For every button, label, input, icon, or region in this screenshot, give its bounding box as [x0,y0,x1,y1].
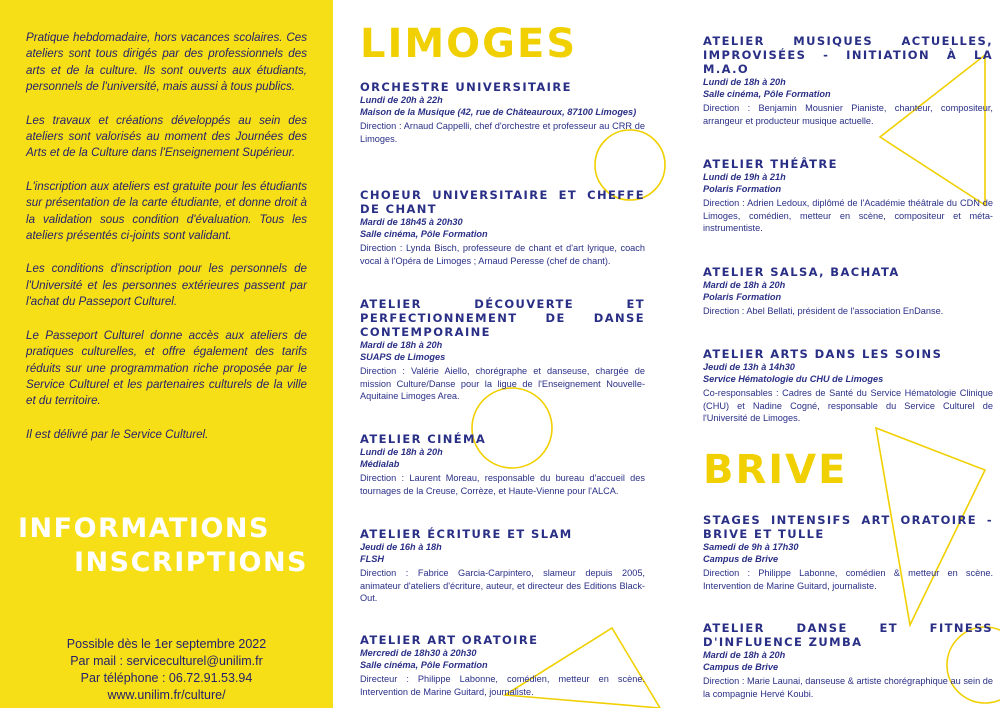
workshop-description: Direction : Adrien Ledoux, diplômé de l'Académie théâtrale du CDN de Limoges, comédien, metteur en scène, compositeur et méta-instrumentiste. [703,198,993,234]
intro-paragraph: Le Passeport Culturel donne accès aux ateliers de pratiques culturelles, et offre également des tarifs réduits sur une programmation riche proposée par le Service Culturel et les partenaires culturels de la ville et du territoire. [26,328,307,408]
workshop-schedule: Mardi de 18h45 à 20h30 [360,217,463,227]
workshop-place: Campus de Brive [703,662,779,672]
workshop-schedule: Lundi de 18h à 20h [703,77,786,87]
workshop-title: ATELIER ARTS DANS LES SOINS [703,347,943,361]
info-title [18,512,318,580]
workshop-place: Polaris Formation [703,184,782,194]
workshop-block [360,432,645,497]
contact-block [0,636,333,704]
workshop-title: ATELIER DANSE ET FITNESS D'INFLUENCE ZUMBA [703,621,993,649]
city-heading-brive: BRIVE [703,447,848,493]
info-title-line-2: INSCRIPTIONS [74,547,308,578]
workshop-block [703,621,993,700]
workshop-title: ATELIER DÉCOUVERTE ET PERFECTIONNEMENT DE DANSE CONTEMPORAINE [360,297,645,339]
workshop-schedule: Mercredi de 18h30 à 20h30 [360,648,477,658]
workshop-description: Direction : Lynda Bisch, professeure de chant et d'art lyrique, coach vocal à l'Opéra de Limoges ; Arnaud Peresse (chef de chant). [360,243,645,266]
workshop-description: Directeur : Philippe Labonne, comédien, metteur en scène. Intervention de Marine Guitard, journaliste. [360,674,645,697]
workshop-schedule: Jeudi de 16h à 18h [360,542,442,552]
workshop-title: ATELIER THÉÂTRE [703,157,838,171]
workshop-schedule: Samedi de 9h à 17h30 [703,542,799,552]
workshop-title: STAGES INTENSIFS ART ORATOIRE - BRIVE ET TULLE [703,513,993,541]
workshop-block [360,527,645,605]
intro-paragraph: Il est délivré par le Service Culturel. [26,427,209,441]
workshop-title: ATELIER ART ORATOIRE [360,633,539,647]
workshop-schedule: Lundi de 19h à 21h [703,172,786,182]
registration-date: Possible dès le 1er septembre 2022 [66,637,267,651]
workshop-block [360,633,645,698]
info-panel [0,0,333,708]
workshop-schedule: Mardi de 18h à 20h [703,280,786,290]
workshop-block [703,347,993,425]
workshop-place: SUAPS de Limoges [360,352,446,362]
workshop-place: Salle cinéma, Pôle Formation [360,660,488,670]
workshop-title: CHOEUR UNIVERSITAIRE ET CHEFFE DE CHANT [360,188,645,216]
workshop-description: Co-responsables : Cadres de Santé du Service Hématologie Clinique (CHU) et Nadine Cogné, responsable du Service Culturel de l'Université de Limoges. [703,388,993,424]
workshop-schedule: Lundi de 18h à 20h [360,447,443,457]
workshop-schedule: Mardi de 18h à 20h [703,650,786,660]
right-column [703,0,993,708]
workshop-description: Direction : Fabrice Garcia-Carpintero, slameur depuis 2005, animateur d'ateliers d'écriture, auteur, et directeur des Editions Black-Out. [360,568,645,604]
contact-email[interactable]: Par mail : serviceculturel@unilim.fr [70,654,263,668]
workshop-block [703,157,993,235]
workshop-title: ORCHESTRE UNIVERSITAIRE [360,80,572,94]
contact-phone[interactable]: Par téléphone : 06.72.91.53.94 [80,671,253,685]
workshop-block [703,34,993,127]
workshop-description: Direction : Benjamin Mousnier Pianiste, chanteur, compositeur, arrangeur et producteur musique actuelle. [703,103,993,126]
workshop-description: Direction : Marie Launai, danseuse & artiste chorégraphique au sein de la compagnie Hervé Koubi. [703,676,993,699]
workshop-schedule: Jeudi de 13h à 14h30 [703,362,795,372]
workshop-place: Service Hématologie du CHU de Limoges [703,374,884,384]
workshop-place: Polaris Formation [703,292,782,302]
workshop-place: Médialab [360,459,400,469]
workshop-description: Direction : Laurent Moreau, responsable du bureau d'accueil des tournages de la Creuse, Corrèze, et Haute-Vienne pour l'ALCA. [360,473,645,496]
intro-paragraph: Les conditions d'inscription pour les personnels de l'Université et les personnes extérieures passent par l'achat du Passeport Culturel. [26,262,307,309]
workshop-block [360,80,645,145]
workshop-description: Direction : Philippe Labonne, comédien & metteur en scène. Intervention de Marine Guitard, journaliste. [703,568,993,591]
workshop-description: Direction : Abel Bellati, président de l'association EnDanse. [703,306,944,316]
workshop-block [703,513,993,592]
workshop-description: Direction : Arnaud Cappelli, chef d'orchestre et professeur au CRR de Limoges. [360,121,645,144]
contact-website[interactable]: www.unilim.fr/culture/ [107,688,226,702]
workshop-title: ATELIER MUSIQUES ACTUELLES, IMPROVISÉES - INITIATION À LA M.A.O [703,34,993,76]
intro-paragraph: L'inscription aux ateliers est gratuite pour les étudiants sur présentation de la carte étudiante, et donne droit à la validation sous condition d'évaluation. Tous les ateliers présentés ci-joints sont validant. [26,179,307,243]
workshop-description: Direction : Valérie Aiello, chorégraphe et danseuse, chargée de mission Culture/Danse pour la ligue de l'Enseignement Nouvelle-Aquitaine Limoges Area. [360,366,645,402]
workshop-schedule: Lundi de 20h à 22h [360,95,443,105]
city-heading-limoges: LIMOGES [360,21,578,67]
workshop-place: FLSH [360,554,384,564]
workshop-block [360,297,645,403]
workshop-schedule: Mardi de 18h à 20h [360,340,443,350]
workshop-place: Campus de Brive [703,554,779,564]
workshop-place: Salle cinéma, Pôle Formation [360,229,488,239]
info-title-line-1: INFORMATIONS [18,513,270,544]
workshop-place: Maison de la Musique (42, rue de Châteauroux, 87100 Limoges) [360,107,637,117]
limoges-column [360,0,645,708]
workshop-title: ATELIER CINÉMA [360,432,487,446]
workshop-title: ATELIER SALSA, BACHATA [703,265,900,279]
workshop-title: ATELIER ÉCRITURE ET SLAM [360,527,573,541]
workshop-block [703,265,993,318]
workshop-place: Salle cinéma, Pôle Formation [703,89,831,99]
intro-paragraph: Pratique hebdomadaire, hors vacances scolaires. Ces ateliers sont tous dirigés par des professionnels des arts et de la culture. Ils sont ouverts aux étudiants, personnels de l'université, mais aussi à tous publics. [26,31,307,94]
workshop-block [360,188,645,267]
intro-paragraph: Les travaux et créations développés au sein des ateliers sont valorisés au moment des Journées des Arts et de la Culture dans l'Enseignement Supérieur. [26,113,307,160]
